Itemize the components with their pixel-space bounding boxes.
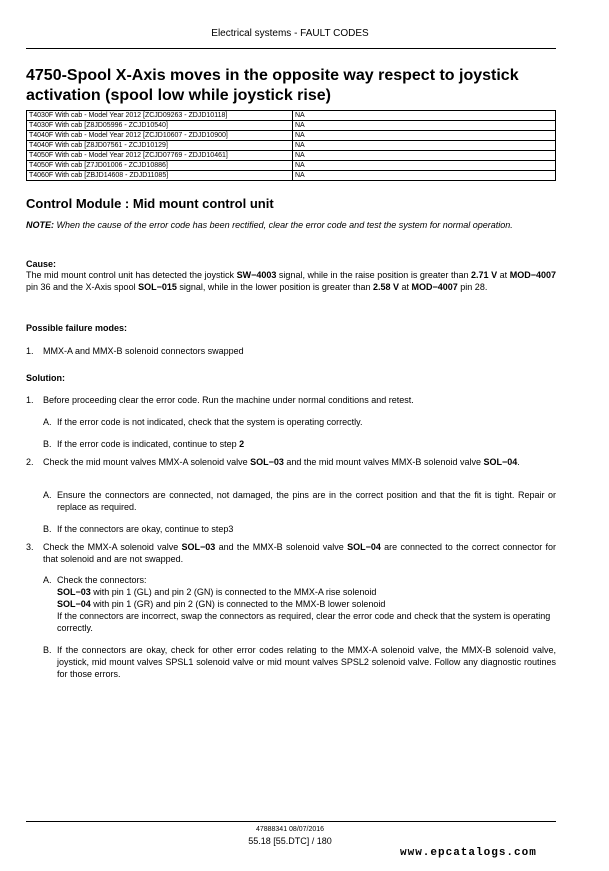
footer-rule — [26, 821, 556, 822]
value-cell: NA — [293, 131, 556, 141]
step-2b-letter: B. — [43, 524, 52, 534]
step-1-text: Before proceeding clear the error code. Run the machine under normal conditions and retest. — [43, 395, 414, 405]
models-table — [26, 110, 556, 181]
failure-mode-text: MMX-A and MMX-B solenoid connectors swapped — [43, 346, 244, 356]
model-cell: T4050F With cab - Model Year 2012 [ZCJD07769 - ZDJD10461] — [27, 151, 293, 161]
step-3-number: 3. — [26, 542, 34, 552]
step-1b-letter: B. — [43, 439, 52, 449]
model-cell: T4060F With cab [ZBJD14608 - ZDJD11085] — [27, 171, 293, 181]
step-3a-heading: Check the connectors: — [57, 575, 147, 585]
solution-label: Solution: — [26, 373, 65, 383]
step-2a-text: Ensure the connectors are connected, not damaged, the pins are in the correct position and that the fit is tight. Repair or replace as required. — [57, 490, 556, 512]
model-cell: T4030F With cab - Model Year 2012 [ZCJD09263 - ZDJD10118] — [27, 111, 293, 121]
step-3a-line-1: SOL−03 with pin 1 (GL) and pin 2 (GN) is connected to the MMX-A rise solenoid — [57, 587, 377, 597]
header-rule — [26, 48, 556, 49]
step-1a-letter: A. — [43, 417, 52, 427]
value-cell: NA — [293, 171, 556, 181]
models-table-row — [27, 171, 556, 181]
value-cell: NA — [293, 161, 556, 171]
failure-mode-number: 1. — [26, 346, 34, 356]
models-table-row — [27, 151, 556, 161]
value-cell: NA — [293, 151, 556, 161]
step-2a-letter: A. — [43, 490, 52, 500]
step-1-number: 1. — [26, 395, 34, 405]
model-cell: T4030F With cab [Z8JD05996 - ZCJD10540] — [27, 121, 293, 131]
step-1b-text: If the error code is indicated, continue to step 2 — [57, 439, 245, 449]
failure-modes-label: Possible failure modes: — [26, 323, 128, 333]
model-cell: T4040F With cab - Model Year 2012 [ZCJD10607 - ZDJD10900] — [27, 131, 293, 141]
step-3b-letter: B. — [43, 645, 52, 655]
cause-text: The mid mount control unit has detected the joystick SW−4003 signal, while in the raise position is greater than 2.71 V at MOD−4007 pin 36 and the X-Axis spool SOL−015 signal, while in the lower position is greater than 2.58 V at MOD−4007 pin 28. — [26, 270, 556, 292]
page-header-title: Electrical systems - FAULT CODES — [211, 28, 369, 39]
value-cell: NA — [293, 111, 556, 121]
step-3-text: Check the MMX-A solenoid valve SOL−03 and the MMX-B solenoid valve SOL−04 are connected to the correct connector for that solenoid and are not swapped. — [43, 542, 557, 564]
step-2b-text: If the connectors are okay, continue to step3 — [57, 524, 234, 534]
step-3b-text: If the connectors are okay, check for other error codes relating to the MMX-A solenoid valve, the MMX-B solenoid valve, joystick, mid mount valves SPSL1 solenoid valve or mid mount valves SPSL2 solenoid valve. Follow any diagnostic routines for those errors. — [57, 645, 556, 679]
step-3a-block — [57, 574, 556, 634]
step-3a-letter: A. — [43, 575, 52, 585]
step-1a-text: If the error code is not indicated, check that the system is operating correctly. — [57, 417, 363, 427]
footer-page-number: 55.18 [55.DTC] / 180 — [248, 836, 332, 846]
footer-document-id: 47888341 08/07/2016 — [255, 826, 325, 833]
note — [26, 219, 556, 231]
model-cell: T4040F With cab [Z8JD07561 - ZCJD10129] — [27, 141, 293, 151]
step-2-number: 2. — [26, 457, 34, 467]
section-title: Control Module : Mid mount control unit — [26, 196, 274, 211]
fault-code-heading: 4750-Spool X-Axis moves in the opposite way respect to joystick activation (spool low while joystick rise) — [26, 67, 519, 104]
note-text: When the cause of the error code has been rectified, clear the error code and test the system for normal operation. — [56, 220, 513, 230]
value-cell: NA — [293, 141, 556, 151]
models-table-row — [27, 121, 556, 131]
value-cell: NA — [293, 121, 556, 131]
step-2-text: Check the mid mount valves MMX-A solenoid valve SOL−03 and the mid mount valves MMX-B solenoid valve SOL−04. — [43, 457, 520, 467]
models-table-row — [27, 161, 556, 171]
model-cell: T4050F With cab [Z7JD01006 - ZCJD10886] — [27, 161, 293, 171]
step-3a-line-3: If the connectors are incorrect, swap the connectors as required, clear the error code and check that the system is operating correctly. — [57, 611, 551, 633]
cause-label: Cause: — [26, 259, 57, 269]
step-3a-line-2: SOL−04 with pin 1 (GR) and pin 2 (GN) is connected to the MMX-B lower solenoid — [57, 599, 386, 609]
note-label: NOTE: — [26, 220, 54, 230]
models-table-row — [27, 111, 556, 121]
watermark: www.epcatalogs.com — [400, 847, 537, 859]
models-table-row — [27, 131, 556, 141]
models-table-row — [27, 141, 556, 151]
